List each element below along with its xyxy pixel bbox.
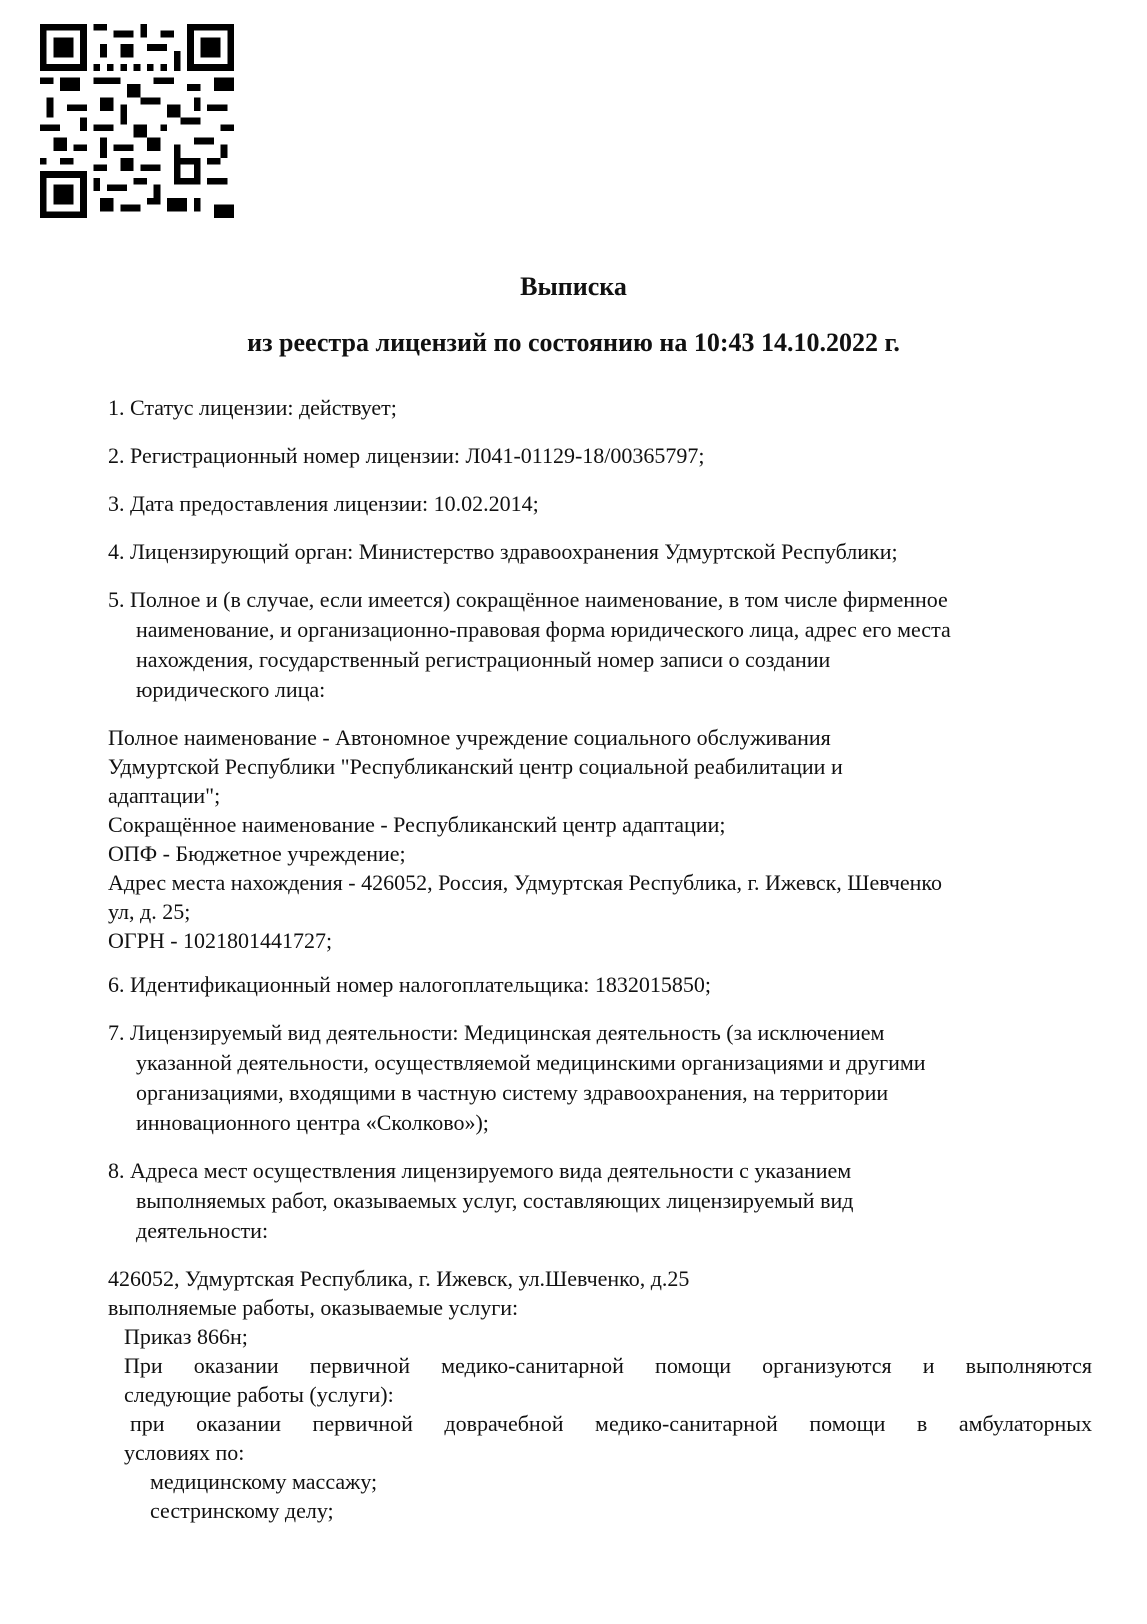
- primary-care-line: следующие работы (услуги):: [124, 1382, 394, 1407]
- item-licensing-authority: 4. Лицензирующий орган: Министерство здравоохранения Удмуртской Республики;: [108, 539, 898, 564]
- item-8-line: выполняемых работ, оказываемых услуг, составляющих лицензируемый вид: [136, 1188, 854, 1213]
- qr-code: [40, 24, 234, 218]
- org-line: ул, д. 25;: [108, 899, 191, 924]
- org-line: Адрес места нахождения - 426052, Россия, Удмуртская Республика, г. Ижевск, Шевченко: [108, 870, 942, 895]
- org-line: адаптации";: [108, 783, 221, 808]
- document-title: Выписка: [520, 272, 627, 301]
- org-line: ОГРН - 1021801441727;: [108, 928, 333, 953]
- org-line: Сокращённое наименование - Республиканский центр адаптации;: [108, 812, 726, 837]
- item-7-line: указанной деятельности, осуществляемой медицинскими организациями и другими: [136, 1050, 926, 1075]
- service-item: сестринскому делу;: [150, 1498, 334, 1523]
- prehospital-care-line: при оказании первичной доврачебной медико-санитарной помощи в амбулаторных: [130, 1411, 1092, 1436]
- order-reference: Приказ 866н;: [124, 1324, 248, 1349]
- item-registration-number: 2. Регистрационный номер лицензии: Л041-01129-18/00365797;: [108, 443, 705, 468]
- service-item: медицинскому массажу;: [150, 1469, 378, 1494]
- item-5-line: 5. Полное и (в случае, если имеется) сокращённое наименование, в том числе фирменное: [108, 587, 948, 612]
- prehospital-care-line: условиях по:: [124, 1440, 245, 1465]
- org-line: ОПФ - Бюджетное учреждение;: [108, 841, 406, 866]
- activity-address: 426052, Удмуртская Республика, г. Ижевск, ул.Шевченко, д.25: [108, 1266, 690, 1291]
- item-8-line: деятельности:: [136, 1218, 269, 1243]
- document-subtitle: из реестра лицензий по состоянию на 10:43 14.10.2022 г.: [247, 328, 900, 357]
- item-5-line: наименование, и организационно-правовая форма юридического лица, адрес его места: [136, 617, 951, 642]
- item-license-status: 1. Статус лицензии: действует;: [108, 395, 397, 420]
- item-taxpayer-id: 6. Идентификационный номер налогоплательщика: 1832015850;: [108, 972, 711, 997]
- org-line: Полное наименование - Автономное учреждение социального обслуживания: [108, 725, 831, 750]
- item-5-line: юридического лица:: [136, 677, 326, 702]
- item-5-line: нахождения, государственный регистрационный номер записи о создании: [136, 647, 831, 672]
- item-7-line: организациями, входящими в частную систему здравоохранения, на территории: [136, 1080, 889, 1105]
- item-7-line: инновационного центра «Сколково»);: [136, 1110, 489, 1135]
- item-7-line: 7. Лицензируемый вид деятельности: Медицинская деятельность (за исключением: [108, 1020, 885, 1045]
- org-line: Удмуртской Республики "Республиканский центр социальной реабилитации и: [108, 754, 843, 779]
- works-label: выполняемые работы, оказываемые услуги:: [108, 1295, 519, 1320]
- primary-care-line: При оказании первичной медико-санитарной помощи организуются и выполняются: [124, 1353, 1092, 1378]
- item-8-line: 8. Адреса мест осуществления лицензируемого вида деятельности с указанием: [108, 1158, 852, 1183]
- item-issue-date: 3. Дата предоставления лицензии: 10.02.2014;: [108, 491, 539, 516]
